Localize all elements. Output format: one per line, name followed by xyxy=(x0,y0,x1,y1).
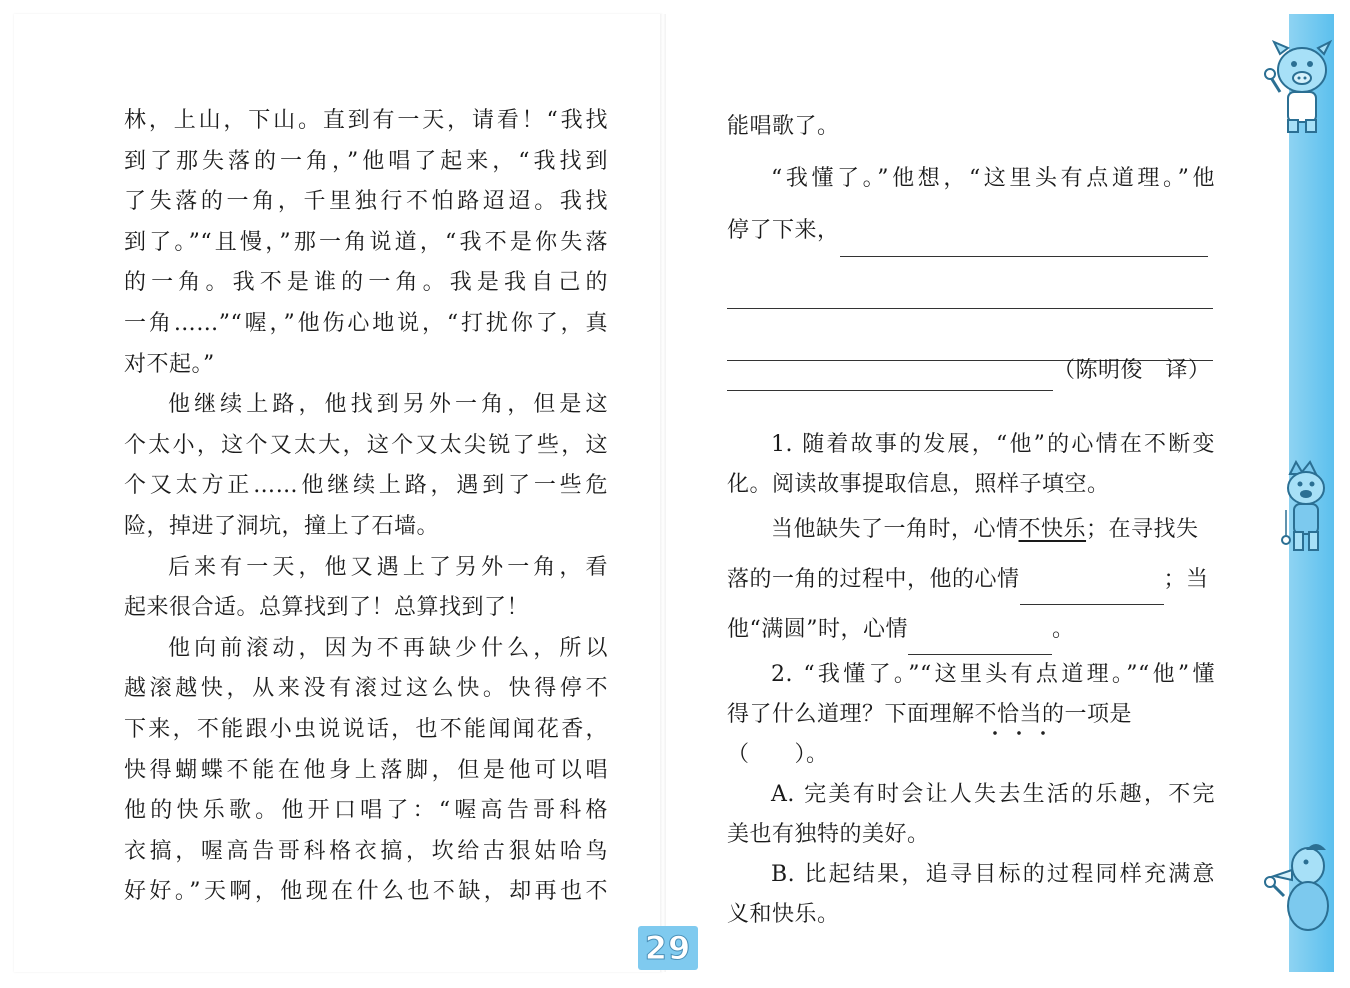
text-line xyxy=(727,555,1215,605)
pig-cartoon-icon xyxy=(1262,36,1336,136)
question-1: 1. 随着故事的发展，“他”的心情在不断变 xyxy=(771,432,1215,457)
text-line: “我懂了。”他想，“这里头有点道理。”他 xyxy=(771,166,1215,191)
book-spine xyxy=(660,14,666,972)
text-line: 的一角。我不是谁的一角。我是我自己的 xyxy=(124,270,608,296)
text-line: 林，上山，下山。直到有一天，请看！“我找 xyxy=(124,108,608,133)
text-line: 他继续上路，他找到另外一角，但是这 xyxy=(168,392,608,418)
duck-cartoon-icon xyxy=(1262,840,1336,940)
text-line xyxy=(727,205,1215,257)
text-line: 到了那失落的一角，”他唱了起来，“我找到 xyxy=(124,148,608,174)
wolf-cartoon-icon xyxy=(1276,460,1336,556)
option-a: A. 完美有时会让人失去生活的乐趣，不完 xyxy=(771,782,1215,807)
text-fragment: 。 xyxy=(1052,617,1075,642)
text-fragment: ；当 xyxy=(1163,567,1209,592)
text-line: 他的快乐歌。他开口唱了：“喔高告哥科格 xyxy=(124,798,608,824)
text-fragment: 当他缺失了一角时，心情 xyxy=(771,517,1019,542)
text-line: 快得蝴蝶不能在他身上落脚，但是他可以唱 xyxy=(124,757,608,783)
emphasis-dots-text: 不恰当 xyxy=(974,702,1043,727)
text-line: 个太小，这个又太大，这个又太尖锐了些，这 xyxy=(124,432,608,458)
text-line: 后来有一天，他又遇上了另外一角，看 xyxy=(168,554,608,580)
text-line xyxy=(727,351,1215,399)
text-line xyxy=(727,605,1215,655)
text-line xyxy=(727,257,1215,309)
text-line: 好好。”天啊，他现在什么也不缺，却再也不 xyxy=(124,879,608,905)
text-line: 对不起。” xyxy=(124,351,215,377)
text-line: 化。阅读故事提取信息，照样子填空。 xyxy=(727,472,1110,497)
answer-blank[interactable] xyxy=(727,358,1053,391)
text-fragment: 落的一角的过程中，他的心情 xyxy=(727,567,1020,592)
right-page-story xyxy=(727,101,1215,399)
text-line: 一角……”“喔，”他伤心地说，“打扰你了，真 xyxy=(124,310,608,336)
text-fragment: ；在寻找失 xyxy=(1086,517,1199,542)
translator-credit: （陈明俊 译） xyxy=(1053,358,1211,383)
text-line: 了失落的一角，千里独行不怕路迢迢。我找 xyxy=(124,189,608,215)
text-line: 越滚越快，从来没有滚过这么快。快得停不 xyxy=(124,676,608,702)
text-line: 义和快乐。 xyxy=(727,902,840,927)
option-b: B. 比起结果，追寻目标的过程同样充满意 xyxy=(771,862,1215,887)
answer-blank[interactable] xyxy=(840,226,1208,257)
text-line: 起来很合适。总算找到了！总算找到了！ xyxy=(124,595,530,621)
text-line: 险，掉进了洞坑，撞上了石墙。 xyxy=(124,513,440,539)
page-number-badge: 29 xyxy=(638,926,698,970)
text-fragment: 停了下来， xyxy=(727,218,840,243)
text-line: 衣搞，喔高告哥科格衣搞，坎给古狠姑哈鸟 xyxy=(124,838,608,864)
text-line xyxy=(727,695,1215,735)
answer-blank[interactable] xyxy=(727,270,1213,309)
text-line: 到了。”“且慢，”那一角说道，“我不是你失落 xyxy=(124,229,608,255)
text-fragment: 得了什么道理？下面理解 xyxy=(727,702,975,727)
text-line xyxy=(727,505,1215,555)
text-fragment: 的一项是 xyxy=(1042,702,1133,727)
answer-parentheses[interactable]: （ ）。 xyxy=(727,742,829,767)
text-fragment: 他“满圆”时，心情 xyxy=(727,617,908,642)
text-line: 美也有独特的美好。 xyxy=(727,822,930,847)
text-line: 下来，不能跟小虫说说话，也不能闻闻花香， xyxy=(124,716,608,742)
text-line: 能唱歌了。 xyxy=(727,114,840,139)
left-page-text xyxy=(124,101,608,913)
example-answer: 不快乐 xyxy=(1018,517,1087,542)
questions xyxy=(727,425,1215,935)
question-2: 2. “我懂了。”“这里头有点道理。”“他”懂 xyxy=(771,662,1215,687)
answer-blank[interactable] xyxy=(908,624,1052,655)
text-line: 他向前滚动，因为不再缺少什么，所以 xyxy=(168,635,608,661)
answer-blank[interactable] xyxy=(1020,574,1164,605)
text-line: 个又太方正……他继续上路，遇到了一些危 xyxy=(124,473,608,499)
